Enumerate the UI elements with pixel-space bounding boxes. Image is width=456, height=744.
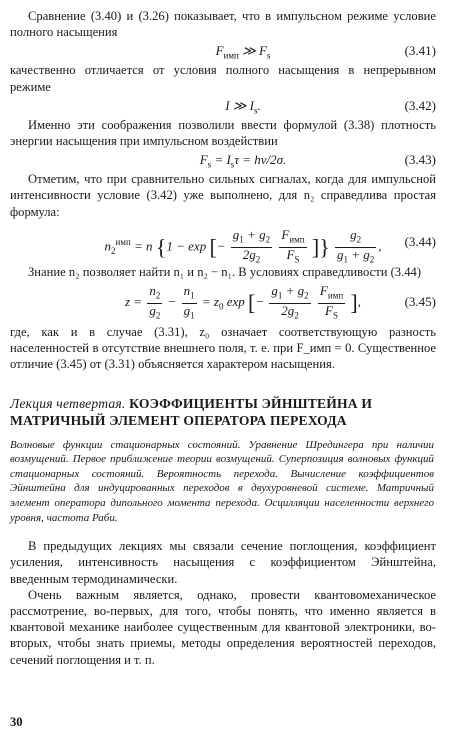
equation-3-45 (10, 280, 436, 324)
paragraph-7: В предыдущих лекциях мы связали сечение поглощения, коэффициент усиления, интенсивность насыщения с коэффициентом Эйнштейна, введенным термодинамически. (10, 539, 436, 586)
paragraph-5: Знание n₂ позволяет найти n₁ и n₂ − n₁. В условиях справедливости (3.44) (28, 264, 422, 279)
equation-3-42 (10, 95, 436, 117)
equation-3-43 (10, 149, 436, 171)
equation-number: (3.42) (404, 97, 436, 113)
equation-3-41 (10, 40, 436, 62)
equation-body: $F_s = I_s\tau = h\nu/2\sigma$. (199, 152, 287, 170)
paragraph-1: Сравнение (3.40) и (3.26) показывает, что в импульсном режиме условие полного насыщения (10, 9, 436, 40)
equation-number: (3.45) (404, 294, 436, 310)
lecture-prefix: Лекция четвертая. (10, 395, 126, 411)
paragraph-3: Именно эти соображения позволили ввести формулой (3.38) плотность энергии насыщения при импульсном воздействии (10, 117, 436, 149)
paragraph-8: Очень важным является, однако, провести квантовомеханическое рассмотрение, во-первых, для того, чтобы понять, что именно является в квантовой механике наиболее существенным для квантовой электроники, во-вторых, чтобы знать приемы, методы определения вероятностей переходов, сечений поглощения и т. п. (10, 587, 436, 667)
lecture-title: КОЭФФИЦИЕНТЫ ЭЙНШТЕЙНА И МАТРИЧНЫЙ ЭЛЕМЕНТ ОПЕРАТОРА ПЕРЕХОДА (10, 395, 373, 428)
paragraph-4: Отметим, что при сравнительно сильных сигналах, когда для импульсной интенсивности условие (3.42) уже выполнено, для n₂ справедлива простая формула: (10, 172, 436, 219)
equation-body: z = $\frac{n_2}{g_2}$ − $\frac{n_1}{g_1}$ = $z_0$ exp [− $\frac{g_1 + g_2}{2g_2}$ $\frac{F_{имп}}{F_S}$ ], (124, 282, 361, 321)
equation-body: $F_{имп}$ ≫ $F_s$ (215, 43, 271, 61)
equation-body: $n_2^{имп} = n$ {1 − exp [− $\frac{g_1 + g_2}{2g_2}$ $\frac{F_{имп}}{F_S}$ ]} $\frac{g_2}{g_1 + g_2}$ , (104, 227, 382, 265)
equation-number: (3.41) (404, 43, 436, 59)
equation-number: (3.44) (404, 233, 436, 249)
paragraph-6: где, как и в случае (3.31), z₀ означает соответствующую разность населенностей в отсутствие внешнего поля, т. е. при F_имп = 0. Существенное отличие (3.45) от (3.31) объясняется характером насыщения. (10, 325, 436, 372)
paragraph-2: качественно отличается от условия полного насыщения в непрерывном режиме (10, 63, 436, 94)
lecture-abstract: Волновые функции стационарных состояний. Уравнение Шредингера при наличии возмущений. Первое приближение теории возмущений. Суперпозиция волновых функций стационарных состояний. Вероятность перехода. Вычисление коэффициентов Эйнштейна для индуцированных переходов в двухуровневой системе. Матричный элемент оператора дипольного момента перехода. Осцилляции населенности верхнего уровня, частота Раби. (10, 438, 434, 524)
equation-body: I ≫ $I_s$. (225, 97, 261, 116)
page-number: 30 (10, 714, 23, 729)
equation-number: (3.43) (404, 152, 436, 168)
equation-3-44 (10, 220, 436, 264)
lecture-heading (10, 395, 436, 429)
